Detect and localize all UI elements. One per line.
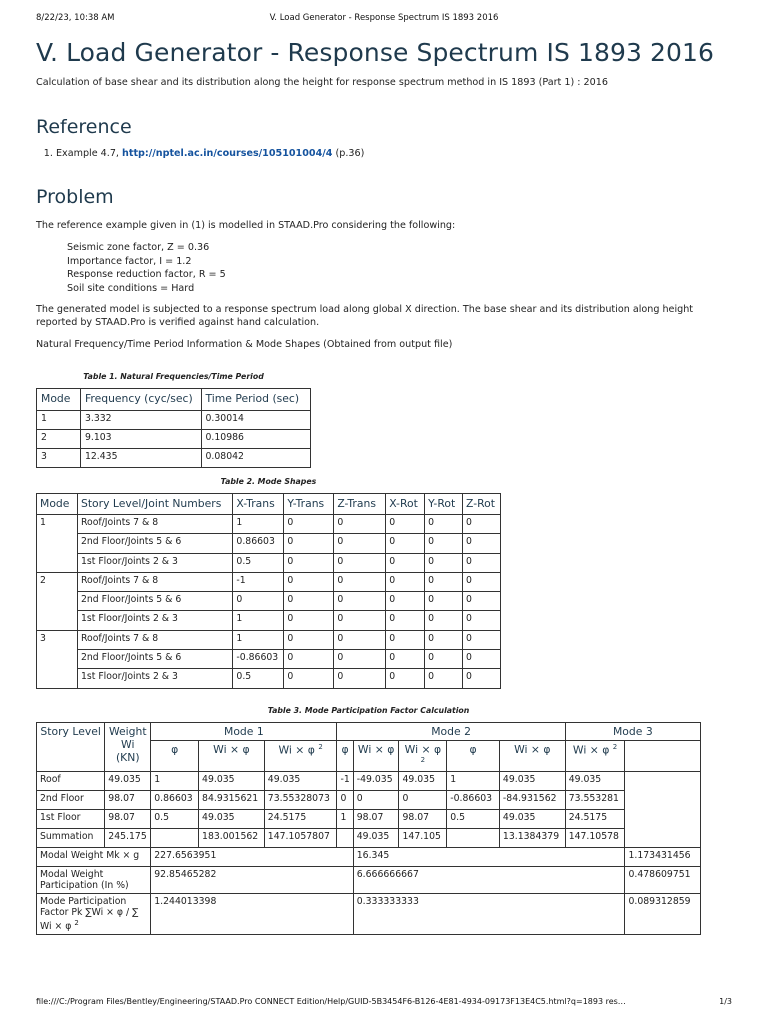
t2-cell: 0 <box>284 515 334 534</box>
problem-intro: The reference example given in (1) is modelled in STAAD.Pro considering the following: <box>36 220 456 231</box>
t3-header-mode3: Mode 3 <box>565 722 700 740</box>
t3-sub-phi: φ <box>337 740 353 772</box>
t2-cell: Roof/Joints 7 & 8 <box>77 515 232 534</box>
t3-sub-phi: φ <box>447 740 500 772</box>
t2-cell: 0 <box>334 553 386 572</box>
t3-cell: 2nd Floor <box>37 791 105 810</box>
t3-cell: 98.07 <box>399 810 447 829</box>
t3-sub-wphi: Wi × φ <box>199 740 265 772</box>
t3-cell: 98.07 <box>105 810 151 829</box>
t2-cell: 0 <box>463 611 501 630</box>
t3-cell: 183.001562 <box>199 829 265 848</box>
t3-cell: 73.55328073 <box>264 791 337 810</box>
t2-cell: 0 <box>284 534 334 553</box>
t2-cell: 0 <box>334 572 386 591</box>
t3-cell: -1 <box>337 772 353 791</box>
print-page-number: 1/3 <box>719 997 732 1006</box>
t3-header-story: Story Level <box>37 722 105 772</box>
table-row <box>37 669 501 688</box>
t3-summary-label: Modal Weight Mk × g <box>37 848 151 867</box>
t3-sub-empty <box>625 740 701 772</box>
table-row <box>37 611 501 630</box>
mode-participation-table <box>36 722 701 936</box>
t2-cell: 0 <box>284 650 334 669</box>
print-footer-url: file:///C:/Program Files/Bentley/Engineering/STAAD.Pro CONNECT Edition/Help/GUID-5B3454F6-B126-4E81-4934-09173F13E4C5.html?q=1893 res… <box>36 997 626 1006</box>
t2-cell: 0 <box>463 630 501 649</box>
param-importance-factor: Importance factor, I = 1.2 <box>67 255 192 267</box>
table-row <box>37 592 501 611</box>
t3-header-mode1: Mode 1 <box>151 722 337 740</box>
table-row <box>37 867 701 894</box>
t2-cell: 0 <box>463 534 501 553</box>
t2-cell: 0 <box>334 592 386 611</box>
t2-mode-cell: 3 <box>37 630 78 688</box>
t3-summary-label: Modal Weight Participation (In %) <box>37 867 151 894</box>
t2-cell: 0 <box>425 592 463 611</box>
problem-heading: Problem <box>36 186 114 208</box>
t3-cell: 0 <box>337 791 353 810</box>
t2-cell: -1 <box>233 572 284 591</box>
t3-cell: 0.5 <box>447 810 500 829</box>
t3-cell: 1st Floor <box>37 810 105 829</box>
t2-cell: 0 <box>425 630 463 649</box>
t3-cell: 13.1384379 <box>499 829 565 848</box>
print-doc-title: V. Load Generator - Response Spectrum IS 1893 2016 <box>269 13 499 23</box>
t3-cell: 98.07 <box>105 791 151 810</box>
t2-header-y-trans: Y-Trans <box>284 494 334 515</box>
t2-cell: 0.5 <box>233 669 284 688</box>
table-row <box>37 829 701 848</box>
reference-suffix: (p.36) <box>332 148 365 159</box>
t1-header-mode: Mode <box>37 389 81 411</box>
t2-cell: 0 <box>386 650 425 669</box>
t3-cell: 245.175 <box>105 829 151 848</box>
t3-cell: 147.1057807 <box>264 829 337 848</box>
t2-cell: 2nd Floor/Joints 5 & 6 <box>77 650 232 669</box>
t2-cell: 0 <box>233 592 284 611</box>
t1-cell: 12.435 <box>80 449 201 468</box>
table-row <box>37 894 701 935</box>
t3-cell: 73.553281 <box>565 791 625 810</box>
t3-cell: 98.07 <box>353 810 399 829</box>
t3-sub-wphi2 <box>264 740 337 772</box>
t2-header-z-rot: Z-Rot <box>463 494 501 515</box>
t2-cell: 2nd Floor/Joints 5 & 6 <box>77 592 232 611</box>
t2-cell: 1 <box>233 611 284 630</box>
table-row <box>37 553 501 572</box>
t3-cell: 0.5 <box>151 810 199 829</box>
t3-cell: 49.035 <box>199 772 265 791</box>
t3-cell: Summation <box>37 829 105 848</box>
t2-cell: 0 <box>425 572 463 591</box>
t3-cell: 147.10578 <box>565 829 625 848</box>
t3-summary-label <box>37 894 151 935</box>
t3-summary-mode3: 0.089312859 <box>625 894 701 935</box>
t3-cell: 147.105 <box>399 829 447 848</box>
t3-cell: 0 <box>399 791 447 810</box>
t3-cell: 1 <box>337 810 353 829</box>
t2-cell: 0 <box>284 611 334 630</box>
t1-header-period: Time Period (sec) <box>201 389 311 411</box>
t2-cell: 0 <box>463 592 501 611</box>
t3-wphi2-exp: 2 <box>318 742 323 751</box>
t3-sub-wphi2 <box>399 740 447 772</box>
t2-cell: 0 <box>284 572 334 591</box>
t2-cell: 0 <box>386 572 425 591</box>
table-row <box>37 650 501 669</box>
table-row <box>37 630 501 649</box>
table-row <box>37 572 501 591</box>
mode-shapes-table <box>36 493 501 689</box>
t2-cell: 0 <box>386 611 425 630</box>
t1-cell: 3.332 <box>80 411 201 430</box>
t2-cell: 2nd Floor/Joints 5 & 6 <box>77 534 232 553</box>
t3-summary-mode1: 1.244013398 <box>151 894 354 935</box>
table-row <box>37 411 311 430</box>
param-soil-conditions: Soil site conditions = Hard <box>67 282 195 294</box>
problem-natural-frequency-note: Natural Frequency/Time Period Information & Mode Shapes (Obtained from output file) <box>36 339 453 350</box>
t1-cell: 0.08042 <box>201 449 311 468</box>
t3-header-weight: Weight Wi (KN) <box>105 722 151 772</box>
t2-cell: 0 <box>425 650 463 669</box>
t3-cell: 1 <box>151 772 199 791</box>
t3-sub-wphi: Wi × φ <box>499 740 565 772</box>
page-title: V. Load Generator - Response Spectrum IS 1893 2016 <box>36 38 715 67</box>
t3-cell: 0 <box>353 791 399 810</box>
t2-cell: 0 <box>425 515 463 534</box>
table-row <box>37 848 701 867</box>
t2-cell: 0 <box>284 592 334 611</box>
t3-summary-mode3: 1.173431456 <box>625 848 701 867</box>
t2-cell: Roof/Joints 7 & 8 <box>77 572 232 591</box>
t3-wphi2-base: Wi × φ <box>404 742 442 756</box>
table-row <box>37 515 501 534</box>
t2-cell: 0 <box>386 553 425 572</box>
t2-cell: 0 <box>463 553 501 572</box>
t3-cell: 49.035 <box>264 772 337 791</box>
t2-cell: 0.86603 <box>233 534 284 553</box>
t3-cell: 49.035 <box>399 772 447 791</box>
print-header <box>36 13 732 27</box>
t3-summary-mode2: 0.333333333 <box>353 894 625 935</box>
table-row <box>37 449 311 468</box>
t3-wphi2-base: Wi × φ <box>572 743 610 757</box>
t3-cell: 49.035 <box>499 772 565 791</box>
reference-link[interactable]: http://nptel.ac.in/courses/105101004/4 <box>122 148 333 159</box>
t2-cell: 0 <box>284 669 334 688</box>
t2-cell: 0 <box>425 553 463 572</box>
natural-frequency-table <box>36 388 311 468</box>
t2-cell: 0 <box>463 572 501 591</box>
t2-cell: 0 <box>386 630 425 649</box>
t2-cell: 0 <box>425 534 463 553</box>
t2-cell: -0.86603 <box>233 650 284 669</box>
t2-cell: 1 <box>233 630 284 649</box>
t1-cell: 0.30014 <box>201 411 311 430</box>
t1-cell: 2 <box>37 430 81 449</box>
t3-cell: 49.035 <box>199 810 265 829</box>
t1-cell: 1 <box>37 411 81 430</box>
t3-pk-label: Mode Participation Factor Pk ∑Wi × φ / ∑ Wi × φ <box>40 896 139 933</box>
t3-cell: 24.5175 <box>565 810 625 829</box>
t1-cell: 0.10986 <box>201 430 311 449</box>
t3-summary-mode3: 0.478609751 <box>625 867 701 894</box>
t2-cell: 1st Floor/Joints 2 & 3 <box>77 669 232 688</box>
t3-cell: 49.035 <box>499 810 565 829</box>
t2-header-z-trans: Z-Trans <box>334 494 386 515</box>
t2-cell: 0 <box>334 669 386 688</box>
table3-caption: Table 3. Mode Participation Factor Calculation <box>267 705 470 715</box>
table-row <box>37 534 501 553</box>
t2-header-y-rot: Y-Rot <box>425 494 463 515</box>
t2-cell: 1st Floor/Joints 2 & 3 <box>77 553 232 572</box>
reference-list <box>36 147 732 161</box>
t2-cell: 0 <box>284 630 334 649</box>
t3-wphi2-exp: 2 <box>420 755 426 764</box>
t3-sub-wphi: Wi × φ <box>353 740 399 772</box>
t2-cell: 0 <box>284 553 334 572</box>
t3-cell: -0.86603 <box>447 791 500 810</box>
reference-prefix: Example 4.7, <box>56 148 123 159</box>
t1-cell: 9.103 <box>80 430 201 449</box>
t2-cell: 0 <box>334 515 386 534</box>
t3-cell: Roof <box>37 772 105 791</box>
t3-header-mode2: Mode 2 <box>337 722 565 740</box>
t2-cell: 1st Floor/Joints 2 & 3 <box>77 611 232 630</box>
t3-sub-phi: φ <box>151 740 199 772</box>
t3-pk-exp: 2 <box>74 919 79 928</box>
t2-cell: 0 <box>386 592 425 611</box>
print-datetime: 8/22/23, 10:38 AM <box>36 13 115 23</box>
t3-cell <box>151 829 199 848</box>
table-row <box>37 810 701 829</box>
t2-cell: 0 <box>334 611 386 630</box>
t3-summary-mode2: 6.666666667 <box>353 867 625 894</box>
t2-cell: 0 <box>463 669 501 688</box>
table1-caption: Table 1. Natural Frequencies/Time Period <box>83 372 264 381</box>
t2-mode-cell: 1 <box>37 515 78 573</box>
t1-cell: 3 <box>37 449 81 468</box>
t2-header-story: Story Level/Joint Numbers <box>77 494 232 515</box>
t2-cell: 0 <box>386 669 425 688</box>
t2-mode-cell: 2 <box>37 572 78 630</box>
t3-cell <box>447 829 500 848</box>
t3-wphi2-base: Wi × φ <box>278 743 315 757</box>
document-body <box>36 36 732 935</box>
t3-cell <box>337 829 353 848</box>
reference-item <box>56 147 732 161</box>
t2-cell: 0 <box>386 534 425 553</box>
t3-sub-wphi2 <box>565 740 625 772</box>
table-row <box>37 430 311 449</box>
t3-cell: 84.9315621 <box>199 791 265 810</box>
t3-cell: 49.035 <box>565 772 625 791</box>
t2-cell: 0 <box>386 515 425 534</box>
param-response-reduction: Response reduction factor, R = 5 <box>67 269 226 280</box>
t3-wphi2-exp: 2 <box>612 742 618 751</box>
t3-cell: -84.931562 <box>499 791 565 810</box>
t3-cell: 1 <box>447 772 500 791</box>
table2-caption: Table 2. Mode Shapes <box>220 477 317 486</box>
reference-heading: Reference <box>36 116 132 138</box>
t2-cell: 0.5 <box>233 553 284 572</box>
t3-cell: -49.035 <box>353 772 399 791</box>
t2-cell: 1 <box>233 515 284 534</box>
t2-cell: 0 <box>334 534 386 553</box>
table-row <box>37 791 701 810</box>
table-row <box>37 772 701 791</box>
t2-cell: Roof/Joints 7 & 8 <box>77 630 232 649</box>
t2-cell: 0 <box>334 650 386 669</box>
t3-cell: 49.035 <box>353 829 399 848</box>
problem-params <box>36 241 732 295</box>
t3-empty-cell <box>625 772 701 848</box>
t2-cell: 0 <box>334 630 386 649</box>
t2-header-x-trans: X-Trans <box>233 494 284 515</box>
t3-summary-mode1: 227.6563951 <box>151 848 354 867</box>
t3-cell: 49.035 <box>105 772 151 791</box>
t2-header-mode: Mode <box>37 494 78 515</box>
t3-summary-mode2: 16.345 <box>353 848 625 867</box>
problem-description: The generated model is subjected to a response spectrum load along global X direction. The base shear and its distribution along height reported by STAAD.Pro is verified against hand calculation. <box>36 304 694 328</box>
t2-header-x-rot: X-Rot <box>386 494 425 515</box>
t2-cell: 0 <box>463 515 501 534</box>
t3-cell: 24.5175 <box>264 810 337 829</box>
t2-cell: 0 <box>425 611 463 630</box>
t1-header-frequency: Frequency (cyc/sec) <box>80 389 201 411</box>
t3-cell: 0.86603 <box>151 791 199 810</box>
param-zone-factor: Seismic zone factor, Z = 0.36 <box>67 242 210 253</box>
t3-summary-mode1: 92.85465282 <box>151 867 354 894</box>
t2-cell: 0 <box>463 650 501 669</box>
t2-cell: 0 <box>425 669 463 688</box>
page-subtitle: Calculation of base shear and its distribution along the height for response spectrum method in IS 1893 (Part 1) : 2016 <box>36 77 608 88</box>
